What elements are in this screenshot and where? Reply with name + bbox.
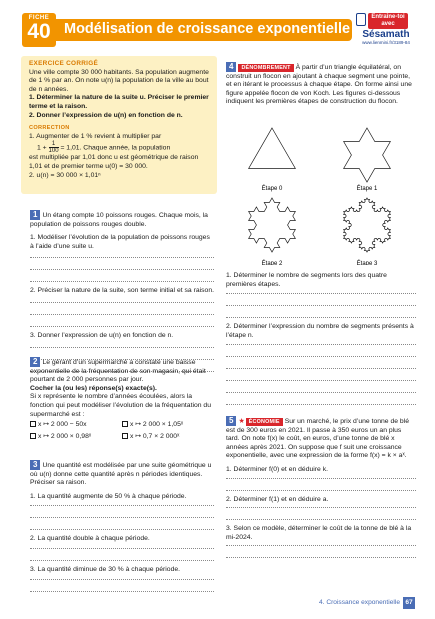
ex2-instruction: Cocher la (ou les) réponse(s) exacte(s). [30,384,157,392]
fiche-number: 40 [27,20,51,43]
brand-tag: Entraîne-toi avec [368,13,408,29]
option-label: x ↦ 2 000 − 50x [38,421,87,429]
option-label: x ↦ 2 000 × 0,98ˣ [38,432,92,440]
answer-lines[interactable] [30,548,214,561]
exercise-4-questions [226,272,416,405]
ex5-q2: 2. Déterminer f(1) et en déduire a. [226,495,329,503]
frac-prefix: 1 + [37,144,47,152]
topic-tag: ÉCONOMIE [246,418,283,426]
chapter-name: 4. Croissance exponentielle [318,599,400,606]
ex1-q1: 1. Modéliser l’évolution de la population de poissons rouges à l’aide d’une suite u. [30,234,210,250]
answer-lines[interactable] [30,302,214,327]
fiche-label: FICHE [28,15,50,21]
exercise-5 [226,416,416,558]
page-number: 67 [403,597,415,609]
exercise-number: 2 [30,357,40,367]
checkbox[interactable] [122,433,128,439]
page-title: Modélisation de croissance exponentielle [64,21,351,37]
stage-label: Étape 2 [261,261,283,265]
checkbox[interactable] [122,421,128,427]
ex2-statement: Le gérant d’un supermarché a constaté une baisse exponentielle de la fréquentation de son magasin, qui était pourtant de 2 000 personnes par jour. [30,359,206,384]
koch-figures [222,125,417,265]
correction-1-formula [37,141,209,154]
fraction-num: 1 [49,141,59,148]
correction-2: 2. u(n) = 30 000 × 1,01ⁿ [29,171,101,179]
exercise-number: 5 [226,416,236,426]
fraction-den: 100 [48,148,59,155]
stage-label: Étape 0 [261,186,283,192]
phone-icon [356,13,366,26]
ex2-options [30,421,214,441]
corrected-q2: 2. Donner l’expression de u(n) en fonction de n. [29,111,183,119]
ex1-q2: 2. Préciser la nature de la suite, son terme initial et sa raison. [30,287,214,295]
correction-1a: 1. Augmenter de 1 % revient à multiplier par [29,132,162,140]
answer-lines[interactable] [226,344,416,405]
ex3-q2: 2. La quantité double à chaque période. [30,535,150,543]
option[interactable] [122,433,214,442]
correction-1c: est multipliée par 1,01 donc u est géométrique de raison 1,01 et de premier terme u(0) = 30 000. [29,154,199,170]
topic-tag: DÉNOMBREMENT [238,64,293,72]
koch-stage-2 [249,198,296,252]
ex3-q3: 3. La quantité diminue de 30 % à chaque période. [30,565,181,573]
exercise-1 [30,210,214,372]
ex4-q1: 1. Déterminer le nombre de segments lors des quatre premières étapes. [226,272,387,288]
exercise-2 [30,357,214,441]
option[interactable] [122,421,214,430]
fiche-badge [22,13,56,47]
exercise-number: 3 [30,460,40,470]
koch-stage-3 [344,198,391,252]
koch-stage-0 [249,128,296,169]
option[interactable] [30,421,122,430]
option-label: x ↦ 0,7 × 2 000ˣ [130,432,180,440]
ex5-q3: 3. Selon ce modèle, déterminer le coût de la tonne de blé à la mi-2024. [226,525,412,541]
answer-lines[interactable] [30,579,214,592]
checkbox[interactable] [30,421,36,427]
answer-lines[interactable] [226,507,416,520]
option-label: x ↦ 2 000 × 1,05ˣ [130,421,184,429]
option[interactable] [30,433,122,442]
brand-block[interactable] [356,13,416,49]
corrected-heading: EXERCICE CORRIGÉ [29,60,99,67]
stage-label: Étape 3 [356,261,378,265]
exercise-3 [30,460,214,592]
corrected-q1: 1. Déterminer la nature de la suite u. Préciser le premier terme et la raison. [29,94,209,110]
exercise-number: 4 [226,62,236,72]
ex2-context: Si x représente le nombre d’années écoulées, alors la fonction qui peut modéliser l’évolution de la fréquentation du supermarché est : [30,393,211,418]
trophy-icon: ★ [238,418,245,425]
fraction [49,141,59,154]
checkbox[interactable] [30,433,36,439]
correction-1b: = 1,01. Chaque année, la population [60,144,171,152]
brand-name: Sésamath [362,29,410,40]
ex3-statement: Une quantité est modélisée par une suite géométrique u où u(n) donne cette quantité après n périodes identiques. Préciser sa raison. [30,462,212,487]
page-footer [0,595,435,619]
ex4-q2: 2. Déterminer l’expression du nombre de segments présents à l’étape n. [226,323,414,339]
answer-lines[interactable] [226,293,416,318]
answer-lines[interactable] [226,478,416,491]
answer-lines[interactable] [226,545,416,558]
koch-stage-1 [344,128,391,182]
brand-url[interactable]: www.lienmini.fr/3189-84 [362,40,410,45]
stage-label: Étape 1 [356,186,378,192]
ex1-statement: Un étang compte 10 poissons rouges. Chaque mois, la population de poissons rouges double. [30,212,208,228]
exercise-number: 1 [30,210,40,220]
exercise-4 [226,62,416,107]
ex1-q3: 3. Donner l’expression de u(n) en fonction de n. [30,331,174,339]
corrected-statement: Une ville compte 30 000 habitants. Sa population augmente de 1 % par an. On note u(n) la population de la ville au bout de n années. [29,68,209,93]
answer-lines[interactable] [30,505,214,530]
ex5-statement: Sur un marché, le prix d’une tonne de blé est de 300 euros en 2021. Il passe à 350 euros un an plus tard. On note f(x) le coût, en euros, d’une tonne de blé x années après 2021. On suppose que f suit une croissance exponentielle, avec une expression de la forme f(x) = k × aˣ. [226,418,409,460]
page-header [0,13,435,49]
ex3-q1: 1. La quantité augmente de 50 % à chaque période. [30,492,187,500]
ex5-q1: 1. Déterminer f(0) et en déduire k. [226,465,328,473]
ex4-statement: À partir d’un triangle équilatéral, on construit un flocon en ajoutant à chaque segment une pointe, et en itérant le processus à chaque étape. On forme ainsi une figure appelée flocon de von Koch. Les figures ci-dessous indiquent les premières étapes de construction du flocon. [226,64,412,106]
answer-lines[interactable] [30,257,214,282]
correction-heading: CORRECTION [29,125,70,132]
corrected-exercise [21,56,217,194]
